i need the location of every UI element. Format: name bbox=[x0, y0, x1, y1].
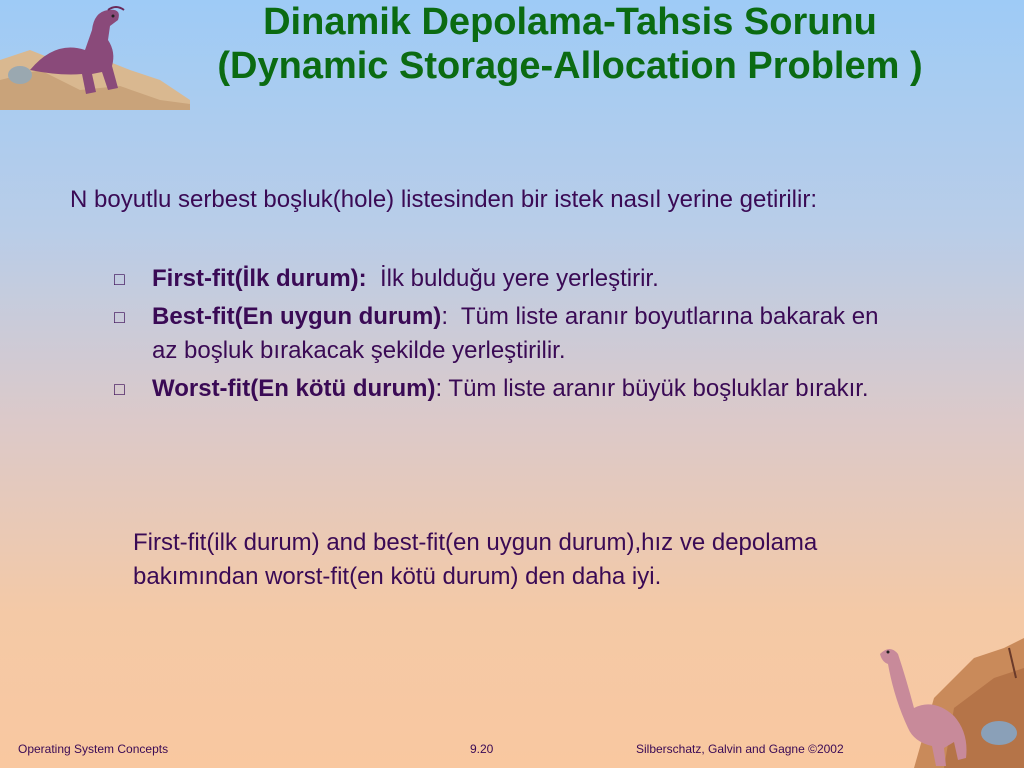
bullet-first-fit bbox=[112, 262, 902, 296]
slide-title bbox=[130, 0, 1010, 88]
dinosaur-illustration-bottom bbox=[874, 638, 1024, 768]
footer-copyright: Silberschatz, Galvin and Gagne ©2002 bbox=[636, 742, 844, 756]
footer-course-title: Operating System Concepts bbox=[18, 742, 169, 756]
square-bullet-icon: □ bbox=[114, 379, 125, 399]
bullet-list bbox=[112, 262, 902, 410]
summary-text: First-fit(ilk durum) and best-fit(en uygun durum),hız ve depolama bakımından worst-fit(en kötü durum) den daha iyi. bbox=[133, 529, 818, 590]
bullet-term: Best-fit(En uygun durum) bbox=[152, 303, 442, 330]
bullet-description: : Tüm liste aranır büyük boşluklar bırakır. bbox=[435, 375, 869, 402]
bullet-best-fit bbox=[112, 300, 902, 368]
footer-slide-number: 9.20 bbox=[470, 742, 494, 756]
title-line-2: (Dynamic Storage-Allocation Problem ) bbox=[217, 45, 923, 87]
bullet-worst-fit bbox=[112, 372, 902, 406]
square-bullet-icon: □ bbox=[114, 307, 125, 327]
bullet-term: Worst-fit(En kötü durum) bbox=[152, 375, 436, 402]
intro-text: N boyutlu serbest boşluk(hole) listesinden bir istek nasıl yerine getirilir: bbox=[70, 186, 817, 213]
bullet-description: : Tüm liste aranır boyutlarına bakarak en az boşluk bırakacak şekilde yerleştirilir. bbox=[152, 303, 886, 364]
title-line-1: Dinamik Depolama-Tahsis Sorunu bbox=[263, 1, 877, 43]
bullet-term: First-fit(İlk durum): bbox=[152, 265, 367, 292]
square-bullet-icon: □ bbox=[114, 269, 125, 289]
bullet-description: İlk bulduğu yere yerleştirir. bbox=[366, 265, 659, 292]
